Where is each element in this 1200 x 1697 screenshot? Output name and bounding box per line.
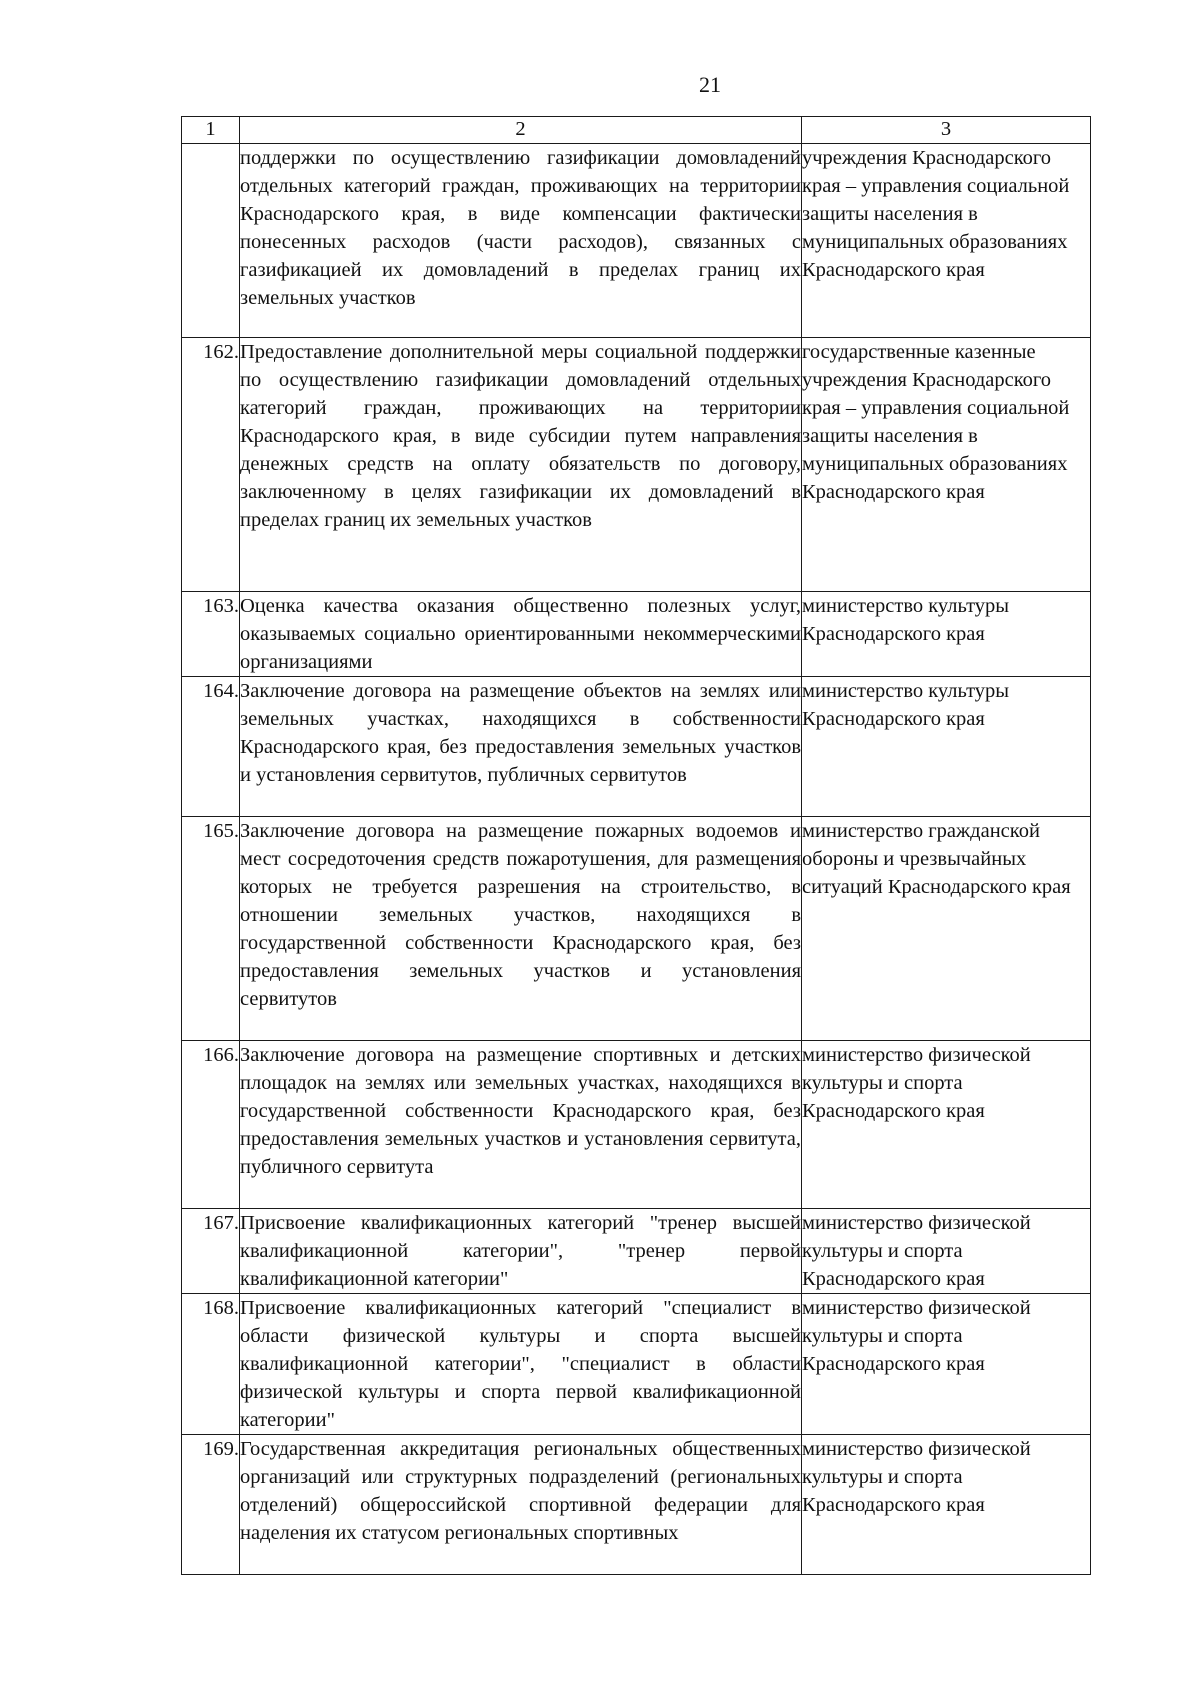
responsible-authority-text: министерство физической культуры и спорта Краснодарского края (802, 1297, 1031, 1375)
row-number: 169. (182, 1435, 240, 1575)
table-row (182, 1041, 1091, 1209)
row-number: 168. (182, 1294, 240, 1435)
service-description-text: поддержки по осуществлению газификации домовладений отдельных категорий граждан, проживающих на территории Краснодарского края, в виде компенсации фактически понесенных расходов (части расходов), связанных с газификацией их домовладений в пределах границ их земельных участков (240, 147, 801, 309)
service-description-text: Присвоение квалификационных категорий "специалист в области физической культуры и спорта высшей квалификационной категории", "специалист в области физической культуры и спорта первой квалификационной категории" (240, 1297, 801, 1431)
table-row (182, 677, 1091, 817)
service-description (240, 817, 802, 1041)
row-number: 166. (182, 1041, 240, 1209)
responsible-authority-text: министерство физической культуры и спорта Краснодарского края (802, 1044, 1031, 1122)
row-number: 167. (182, 1209, 240, 1294)
responsible-authority (802, 338, 1091, 592)
column-header-authority: 3 (802, 117, 1091, 144)
service-description (240, 677, 802, 817)
responsible-authority (802, 144, 1091, 338)
responsible-authority (802, 817, 1091, 1041)
table-row (182, 1435, 1091, 1575)
service-description (240, 144, 802, 338)
service-description-text: Заключение договора на размещение спортивных и детских площадок на землях или земельных участках, находящихся в государственной собственности Краснодарского края, без предоставления земельных участков и установления сервитута, публичного сервитута (240, 1044, 801, 1178)
service-description (240, 1209, 802, 1294)
responsible-authority-text: учреждения Краснодарского края – управления социальной защиты населения в муниципальных образованиях Краснодарского края (802, 147, 1070, 281)
service-description (240, 1294, 802, 1435)
row-number: 162. (182, 338, 240, 592)
responsible-authority (802, 1294, 1091, 1435)
responsible-authority-text: министерство культуры Краснодарского края (802, 680, 1010, 730)
responsible-authority-text: министерство гражданской обороны и чрезвычайных ситуаций Краснодарского края (802, 820, 1071, 898)
responsible-authority (802, 1435, 1091, 1575)
table-row (182, 592, 1091, 677)
service-description (240, 1435, 802, 1575)
column-header-service: 2 (240, 117, 802, 144)
service-description-text: Государственная аккредитация региональных общественных организаций или структурных подразделений (региональных отделений) общероссийской спортивной федерации для наделения их статусом региональных спортивных (240, 1438, 801, 1544)
service-description-text: Заключение договора на размещение объектов на землях или земельных участках, находящихся в собственности Краснодарского края, без предоставления земельных участков и установления сервитутов, публичных сервитутов (240, 680, 801, 786)
table-header-row (182, 117, 1091, 144)
responsible-authority-text: министерство физической культуры и спорта Краснодарского края (802, 1212, 1031, 1290)
service-description-text: Заключение договора на размещение пожарных водоемов и мест сосредоточения средств пожаротушения, для размещения которых не требуется разрешения на строительство, в отношении земельных участков, находящихся в государственной собственности Краснодарского края, без предоставления земельных участков и установления сервитутов (240, 820, 801, 1010)
table-row (182, 144, 1091, 338)
table-row (182, 338, 1091, 592)
responsible-authority-text: министерство культуры Краснодарского края (802, 595, 1010, 645)
table-row (182, 817, 1091, 1041)
service-description (240, 592, 802, 677)
responsible-authority (802, 1209, 1091, 1294)
responsible-authority (802, 592, 1091, 677)
responsible-authority (802, 677, 1091, 817)
row-number (182, 144, 240, 338)
table-row (182, 1294, 1091, 1435)
page-number: 21 (699, 72, 721, 97)
row-number: 165. (182, 817, 240, 1041)
service-description (240, 1041, 802, 1209)
column-header-number: 1 (182, 117, 240, 144)
responsible-authority-text: государственные казенные учреждения Краснодарского края – управления социальной защиты населения в муниципальных образованиях Краснодарского края (802, 341, 1070, 503)
service-description-text: Предоставление дополнительной меры социальной поддержки по осуществлению газификации домовладений отдельных категорий граждан, проживающих на территории Краснодарского края, в виде субсидии путем направления денежных средств на оплату обязательств по договору, заключенному в целях газификации их домовладений в пределах границ их земельных участков (240, 341, 801, 531)
service-description (240, 338, 802, 592)
responsible-authority (802, 1041, 1091, 1209)
services-table (181, 116, 1091, 1575)
service-description-text: Присвоение квалификационных категорий "тренер высшей квалификационной категории", "тренер первой квалификационной категории" (240, 1212, 801, 1290)
row-number: 163. (182, 592, 240, 677)
service-description-text: Оценка качества оказания общественно полезных услуг, оказываемых социально ориентированными некоммерческими организациями (240, 595, 801, 673)
responsible-authority-text: министерство физической культуры и спорта Краснодарского края (802, 1438, 1031, 1516)
row-number: 164. (182, 677, 240, 817)
table-row (182, 1209, 1091, 1294)
